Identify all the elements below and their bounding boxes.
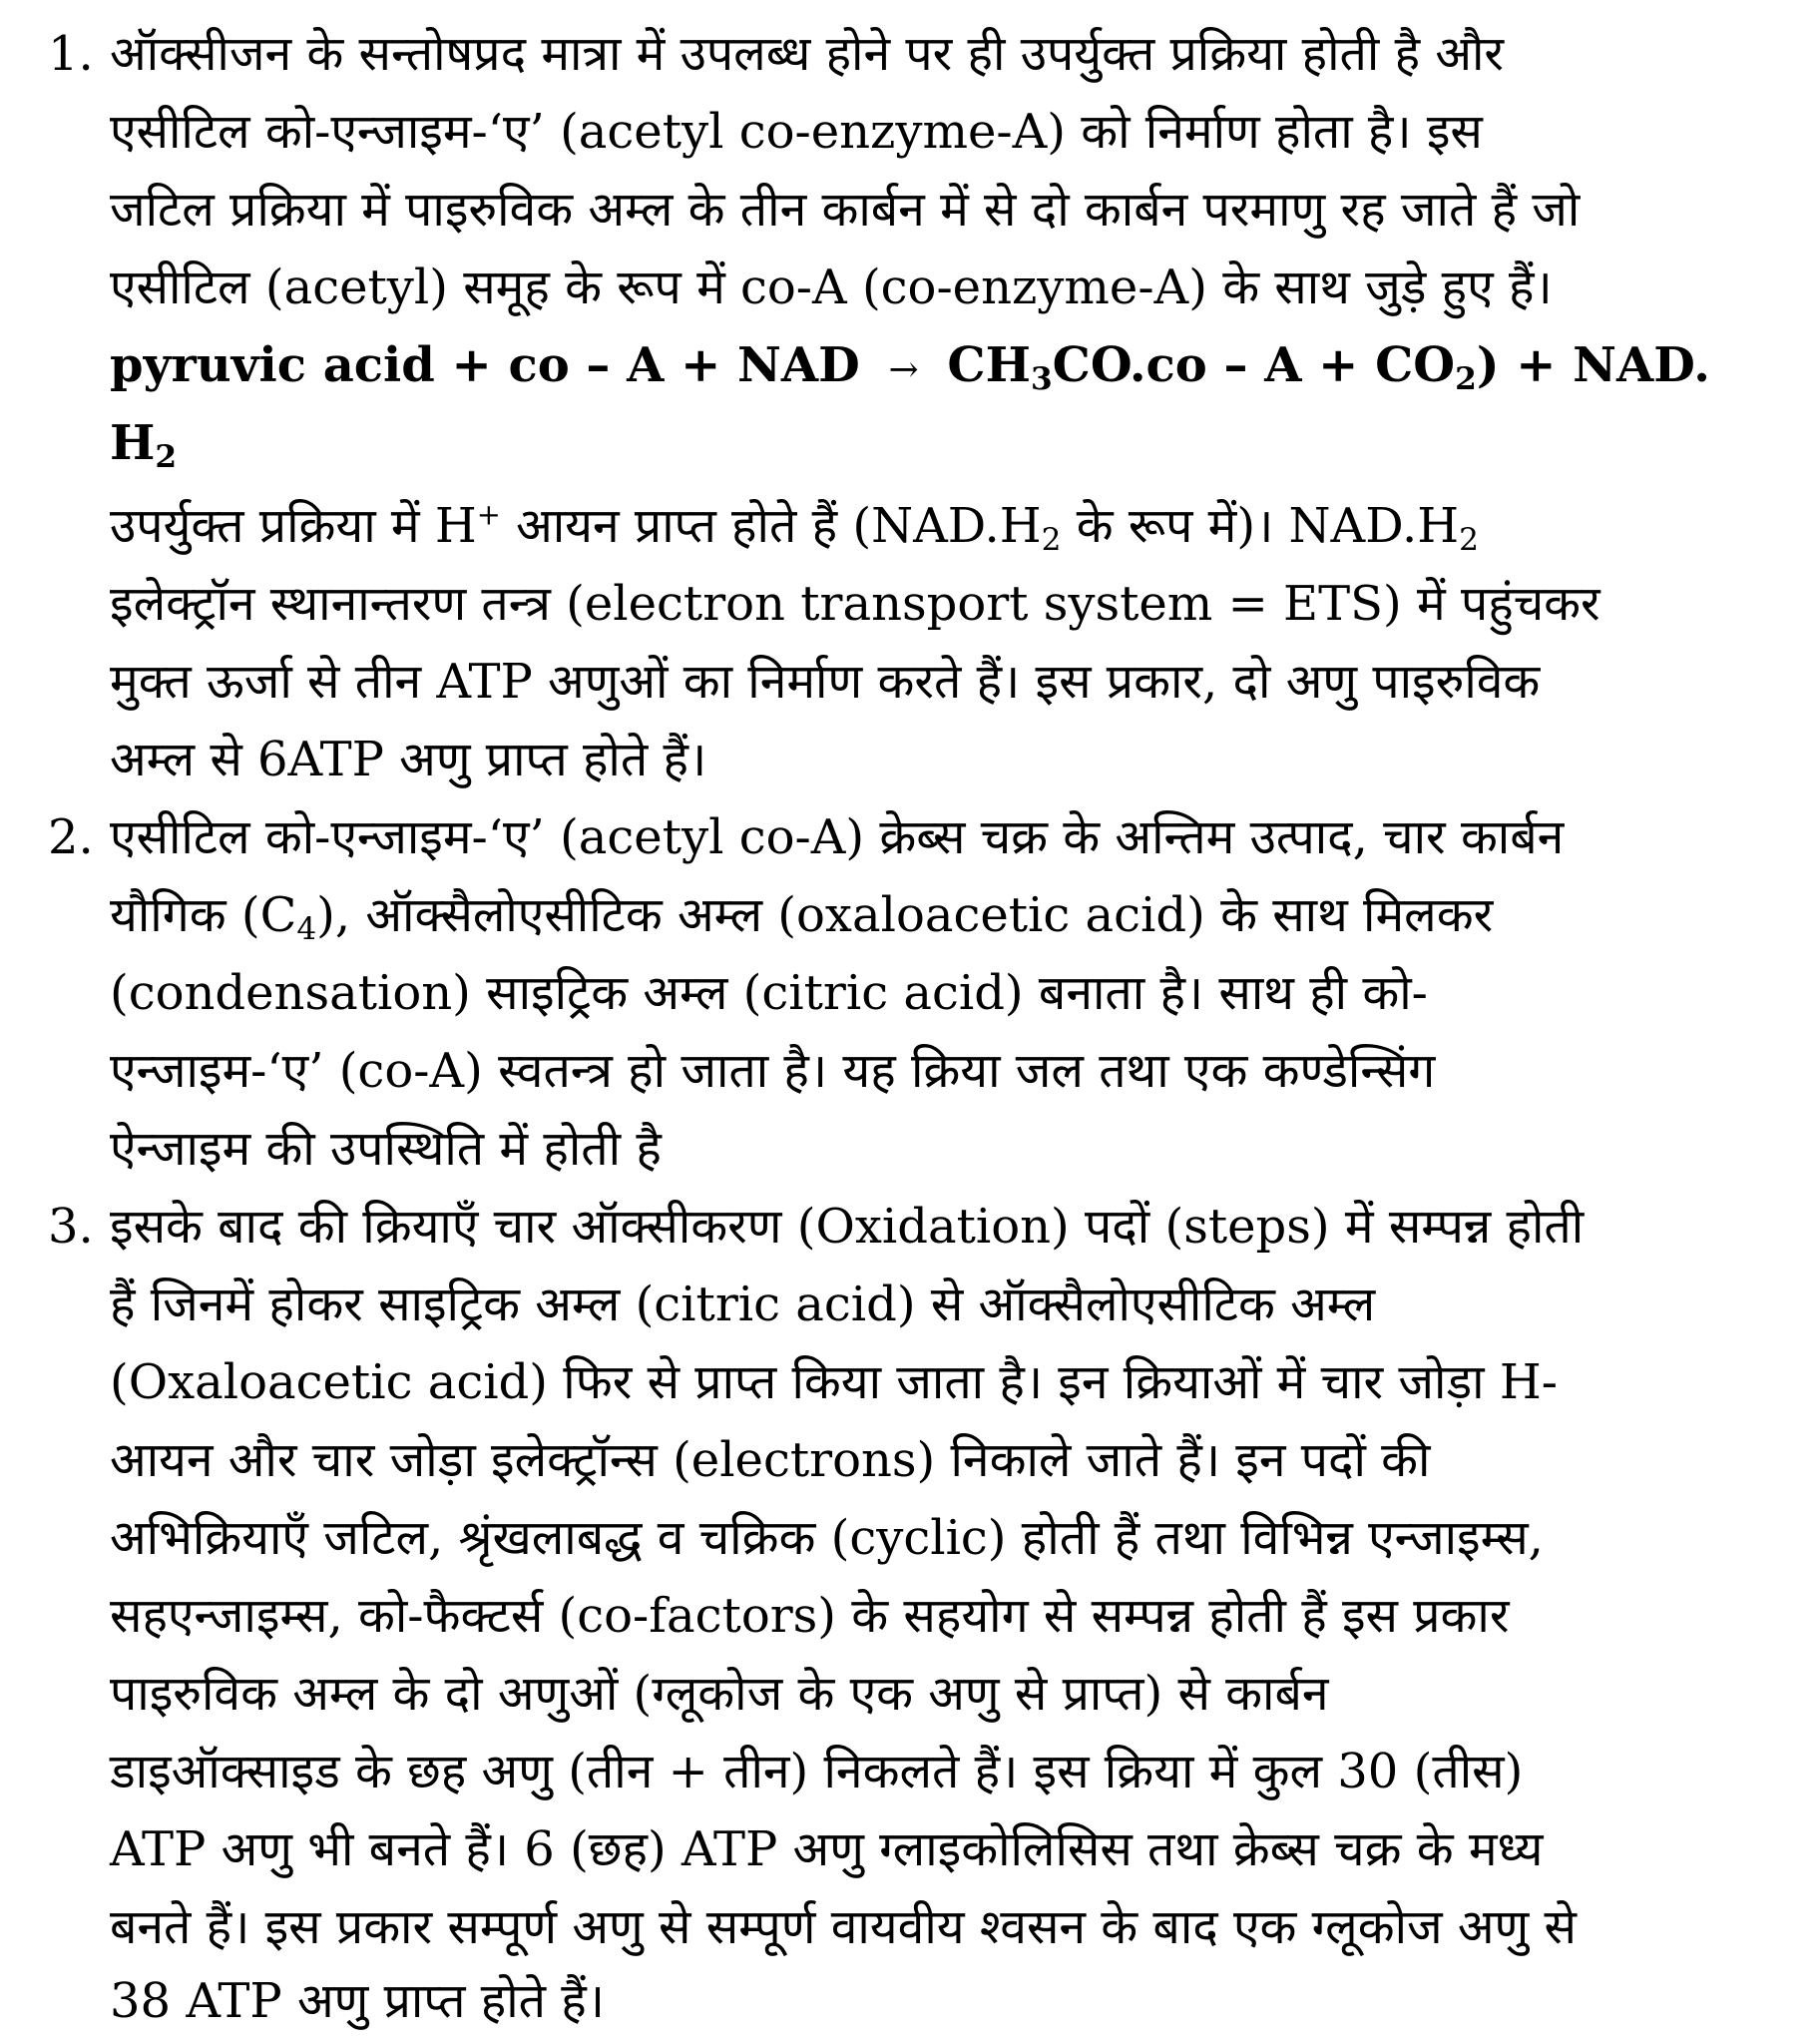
chemical-equation-line-2 [110, 404, 177, 482]
equation-sub-3: 3 [1030, 360, 1053, 397]
item-3-line-1: इसके बाद की क्रियाएँ चार ऑक्सीकरण (Oxidation) पदों (steps) में सम्पन्न होती [110, 1199, 1585, 1255]
item-3-line-10: बनते हैं। इस प्रकार सम्पूर्ण अणु से सम्पूर्ण वायवीय श्वसन के बाद एक ग्लूकोज अणु से [110, 1899, 1577, 1955]
item-1-line-1: ऑक्सीजन के सन्तोषप्रद मात्रा में उपलब्ध होने पर ही उपर्युक्त प्रक्रिया होती है और [110, 26, 1505, 82]
item-3-line-7: पाइरुविक अम्ल के दो अणुओं (ग्लूकोज के एक अणु से प्राप्त) से कार्बन [110, 1666, 1329, 1722]
para2-text-b: आयन प्राप्त होते हैं (NAD.H [500, 498, 1042, 554]
item-1-para2-line-2: इलेक्ट्रॉन स्थानान्तरण तन्त्र (electron transport system = ETS) में पहुंचकर [110, 576, 1600, 632]
item-2-line-1: एसीटिल को-एन्जाइम-‘ए’ (acetyl co-A) क्रेब्स चक्र के अन्तिम उत्पाद, चार कार्बन [110, 809, 1565, 865]
item-1-number: 1. [48, 26, 94, 82]
item-2-line-2 [110, 876, 1493, 954]
item-1-para2-line-4: अम्ल से 6ATP अणु प्राप्त होते हैं। [110, 732, 707, 787]
item-3-line-5: अभिक्रियाएँ जटिल, श्रृंखलाबद्ध व चक्रिक (cyclic) होती हैं तथा विभिन्न एन्जाइम्स, [110, 1510, 1544, 1566]
para2-sub-1: 2 [1041, 521, 1062, 558]
equation-h-sub: 2 [155, 438, 178, 475]
item-2-line-2-a: यौगिक (C [110, 887, 297, 943]
item-1-line-2: एसीटिल को-एन्जाइम-‘ए’ (acetyl co-enzyme-A) को निर्माण होता है। इस [110, 104, 1483, 160]
item-2-line-2-b: ), ऑक्सैलोएसीटिक अम्ल (oxaloacetic acid) के साथ मिलकर [316, 887, 1494, 943]
item-1-para2-line-1 [110, 487, 1479, 565]
item-3-line-9: ATP अणु भी बनते हैं। 6 (छह) ATP अणु ग्लाइकोलिसिस तथा क्रेब्स चक्र के मध्य [110, 1821, 1544, 1877]
item-2-line-3: (condensation) साइट्रिक अम्ल (citric acid) बनाता है। साथ ही को- [110, 965, 1428, 1021]
equation-sub-2: 2 [1455, 360, 1477, 397]
item-2-sub-4: 4 [296, 910, 317, 947]
equation-product-ch: CH [947, 337, 1031, 393]
equation-product-co: CO.co – A + CO [1052, 337, 1456, 393]
item-3-line-6: सहएन्जाइम्स, को-फैक्टर्स (co-factors) के सहयोग से सम्पन्न होती हैं इस प्रकार [110, 1588, 1510, 1644]
para2-sup-plus: + [476, 497, 501, 532]
item-2-line-5: ऐन्जाइम की उपस्थिति में होती है [110, 1121, 662, 1177]
item-3-line-4: आयन और चार जोड़ा इलेक्ट्रॉन्स (electrons) निकाले जाते हैं। इन पदों की [110, 1432, 1431, 1488]
item-2-number: 2. [48, 809, 94, 865]
arrow-icon: → [888, 349, 919, 390]
equation-h: H [110, 415, 156, 471]
item-2-line-4: एन्जाइम-‘ए’ (co-A) स्वतन्त्र हो जाता है। यह क्रिया जल तथा एक कण्डेन्सिंग [110, 1043, 1436, 1099]
item-1-line-3: जटिल प्रक्रिया में पाइरुविक अम्ल के तीन कार्बन में से दो कार्बन परमाणु रह जाते हैं जो [110, 182, 1581, 238]
item-3-number: 3. [48, 1199, 94, 1255]
item-1-para2-line-3: मुक्त ऊर्जा से तीन ATP अणुओं का निर्माण करते हैं। इस प्रकार, दो अणु पाइरुविक [110, 654, 1541, 710]
equation-reactants: pyruvic acid + co – A + NAD [110, 337, 860, 393]
item-3-line-2: हैं जिनमें होकर साइट्रिक अम्ल (citric acid) से ऑक्सैलोएसीटिक अम्ल [110, 1277, 1376, 1332]
para2-text-c: के रूप में)। NAD.H [1061, 498, 1460, 554]
para2-text-a: उपर्युक्त प्रक्रिया में H [110, 498, 477, 554]
item-3-line-8: डाइऑक्साइड के छह अणु (तीन + तीन) निकलते हैं। इस क्रिया में कुल 30 (तीस) [110, 1744, 1524, 1799]
equation-product-nad: ) + NAD. [1476, 337, 1710, 393]
item-1-line-4: एसीटिल (acetyl) समूह के रूप में co-A (co-enzyme-A) के साथ जुड़े हुए हैं। [110, 259, 1553, 315]
chemical-equation [110, 326, 1710, 409]
item-3-line-11: 38 ATP अणु प्राप्त होते हैं। [110, 1973, 605, 2029]
item-3-line-3: (Oxaloacetic acid) फिर से प्राप्त किया जाता है। इन क्रियाओं में चार जोड़ा H- [110, 1354, 1558, 1410]
para2-sub-2: 2 [1459, 521, 1479, 558]
